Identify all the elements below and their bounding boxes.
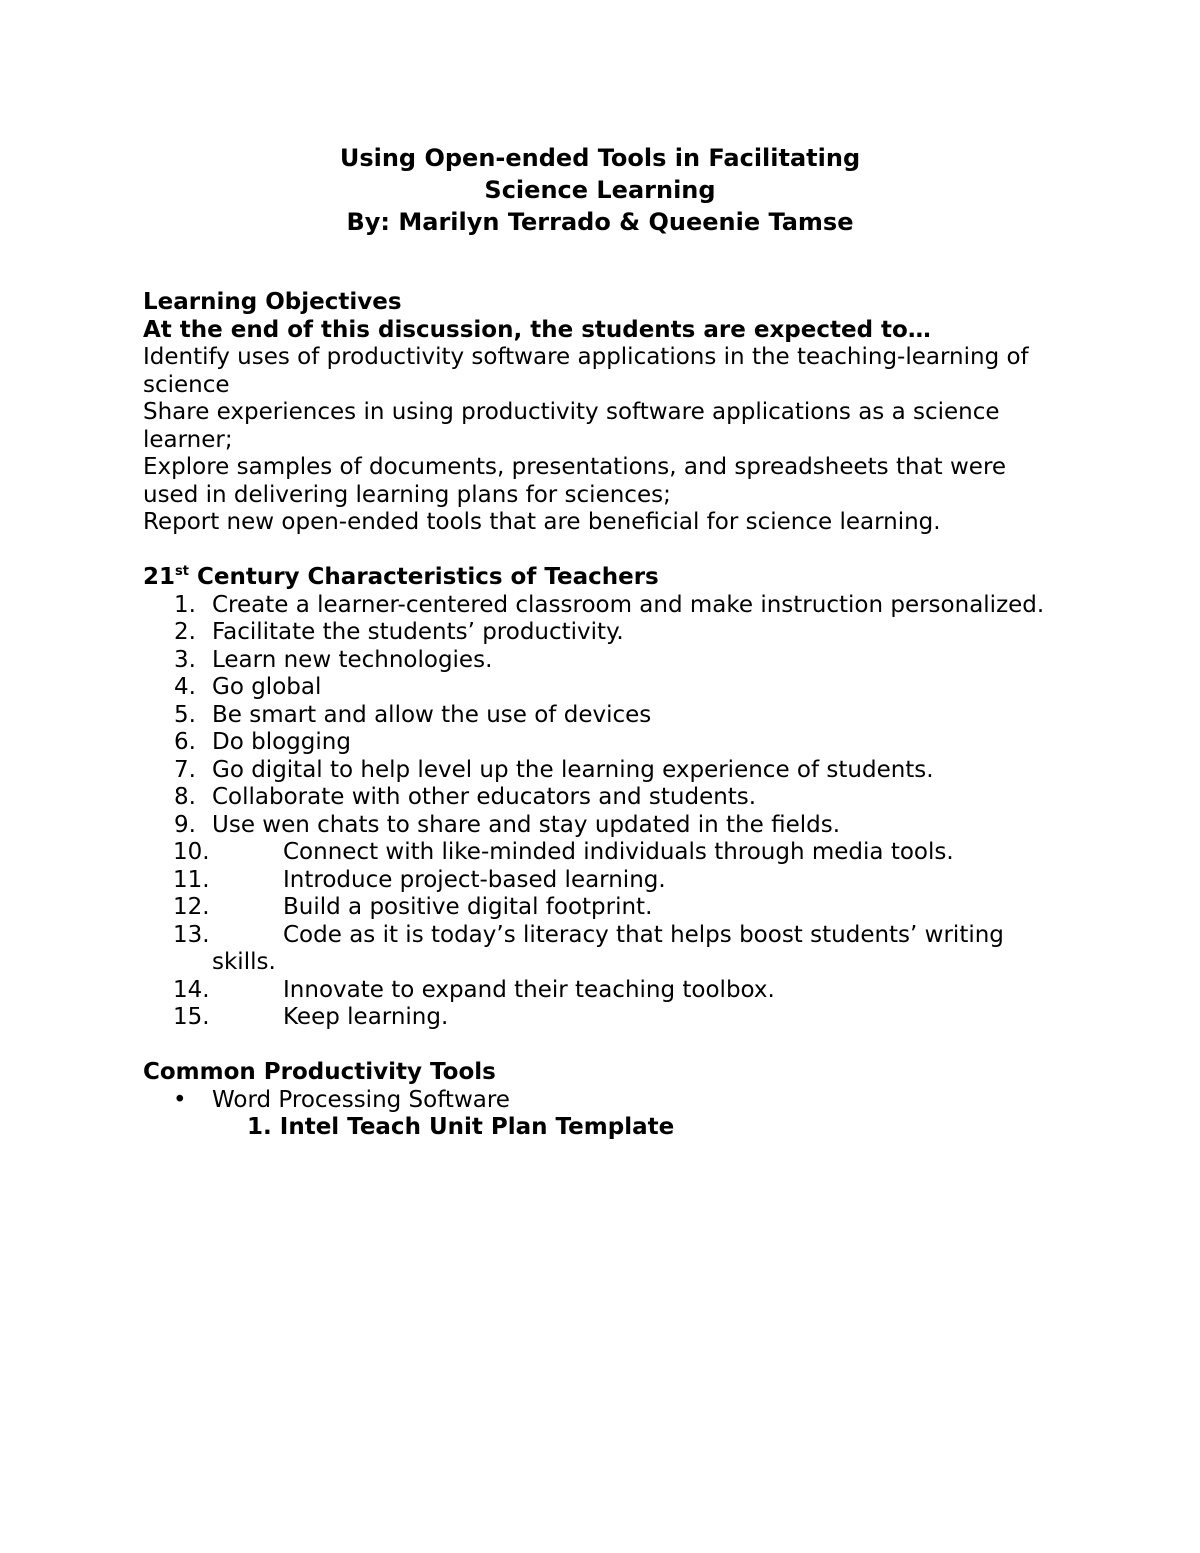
list-item-text: Be smart and allow the use of devices <box>212 701 652 728</box>
objective-item: Explore samples of documents, presentations, and spreadsheets that were used in delivering learning plans for sciences; <box>143 454 1007 508</box>
title-line-1: Using Open-ended Tools in Facilitating <box>339 144 861 172</box>
list-item-number: 14. <box>173 976 210 1003</box>
characteristics-list <box>143 592 1063 1032</box>
objectives-heading: Learning Objectives <box>143 289 402 315</box>
list-item <box>143 619 1063 647</box>
list-item <box>143 647 1063 675</box>
list-item-number: 9. <box>174 811 196 838</box>
sub-item-label: Intel Teach Unit Plan Template <box>279 1114 675 1140</box>
list-item-number: 10. <box>173 839 210 865</box>
list-item-number: 2. <box>174 619 196 645</box>
list-item <box>143 784 1063 812</box>
list-item-text: Facilitate the students’ productivity. <box>212 619 624 645</box>
list-item <box>143 702 1063 730</box>
list-item <box>143 592 1063 620</box>
bullet-icon: • <box>173 1086 187 1113</box>
objective-item: Report new open-ended tools that are beneficial for science learning. <box>143 509 941 535</box>
tools-heading: Common Productivity Tools <box>143 1059 496 1085</box>
sub-item-number: 1. <box>247 1114 272 1140</box>
list-item <box>143 729 1063 757</box>
list-item-text: Keep learning. <box>283 1004 449 1030</box>
heading-number: 21 <box>143 564 176 590</box>
document-title <box>0 142 1200 238</box>
list-item-number: 7. <box>174 756 196 783</box>
list-item-number: 12. <box>173 894 210 920</box>
list-item-text: Code as it is today’s literacy that helps boost students’ writing skills. <box>212 921 1004 975</box>
list-item-text: Collaborate with other educators and students. <box>212 784 757 810</box>
objective-item: Share experiences in using productivity software applications as a science learner; <box>143 399 1000 453</box>
list-item-number: 15. <box>173 1004 210 1030</box>
list-item <box>143 757 1063 785</box>
objective-item: Identify uses of productivity software applications in the teaching-learning of science <box>143 344 1029 398</box>
list-item-text: Create a learner-centered classroom and make instruction personalized. <box>212 591 1045 618</box>
list-item-text: Introduce project-based learning. <box>283 866 666 893</box>
list-item <box>143 867 1063 895</box>
list-item-text: Innovate to expand their teaching toolbox. <box>283 976 775 1003</box>
list-item-text: Do blogging <box>212 729 351 755</box>
list-item <box>143 839 1063 867</box>
list-item <box>143 894 1063 922</box>
list-item-text: Go global <box>212 674 322 700</box>
list-item <box>143 1004 1063 1032</box>
list-item-text: Go digital to help level up the learning experience of students. <box>212 756 934 783</box>
list-item-number: 3. <box>174 646 196 673</box>
list-item-number: 6. <box>174 729 196 755</box>
list-item-number: 4. <box>174 674 196 700</box>
title-line-2: Science Learning <box>484 176 716 204</box>
list-item-number: 11. <box>173 866 210 893</box>
list-item-text: Use wen chats to share and stay updated in the fields. <box>212 811 841 838</box>
list-item-number: 1. <box>174 591 196 618</box>
list-item <box>143 1087 1063 1115</box>
list-item <box>143 977 1063 1005</box>
document-body <box>143 289 1063 1142</box>
tool-item-label: Word Processing Software <box>212 1086 510 1113</box>
tool-sub-item <box>143 1114 1063 1142</box>
list-item-text: Build a positive digital footprint. <box>283 894 653 920</box>
heading-text: Century Characteristics of Teachers <box>188 564 659 590</box>
characteristics-heading <box>143 564 1063 592</box>
list-item-text: Connect with like-minded individuals through media tools. <box>283 839 954 865</box>
list-item-number: 5. <box>174 701 196 728</box>
list-item <box>143 812 1063 840</box>
list-item-number: 8. <box>174 784 196 810</box>
heading-superscript: st <box>175 564 189 579</box>
list-item-number: 13. <box>173 921 210 948</box>
title-authors: By: Marilyn Terrado & Queenie Tamse <box>346 208 854 236</box>
list-item <box>143 922 1063 977</box>
list-item <box>143 674 1063 702</box>
list-item-text: Learn new technologies. <box>212 646 493 673</box>
objectives-intro: At the end of this discussion, the students are expected to… <box>143 316 931 343</box>
tools-list <box>143 1087 1063 1115</box>
